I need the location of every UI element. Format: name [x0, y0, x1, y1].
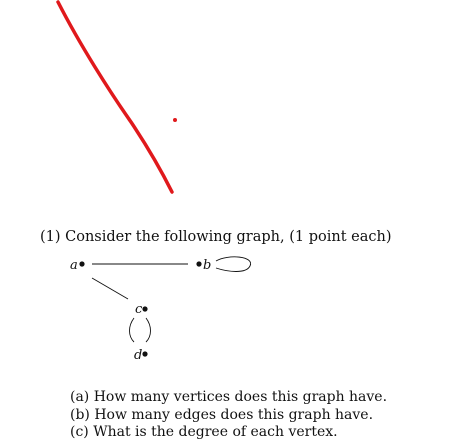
vertex-b-dot [196, 261, 201, 266]
vertex-b [196, 258, 211, 273]
graph-figure [60, 252, 280, 372]
subquestion-a: (a) How many vertices does this graph have. [70, 389, 388, 405]
question-heading: (1) Consider the following graph, (1 point each) [40, 229, 392, 245]
vertex-c-label: c [135, 302, 143, 317]
vertex-c-dot [142, 306, 147, 311]
vertex-a-dot [79, 261, 84, 266]
subquestion-list [70, 389, 387, 442]
subquestion-b: (b) How many edges does this graph have. [70, 406, 374, 423]
edge-a-c [92, 278, 128, 299]
red-pen-annotation [0, 0, 474, 200]
vertex-d-label: d [134, 348, 143, 363]
vertex-d [134, 348, 148, 363]
vertex-c [135, 302, 148, 317]
vertex-a-label: a [70, 258, 78, 273]
vertex-b-label: b [203, 258, 212, 273]
red-pen-stroke [58, 2, 172, 192]
vertex-d-dot [142, 351, 147, 356]
edge-b-loop [216, 257, 251, 272]
red-pen-dot [173, 118, 177, 122]
subquestion-c: (c) What is the degree of each vertex. [70, 424, 338, 440]
vertex-a [70, 258, 85, 273]
edge-c-d-right [146, 318, 151, 342]
edge-c-d-left [130, 318, 135, 342]
